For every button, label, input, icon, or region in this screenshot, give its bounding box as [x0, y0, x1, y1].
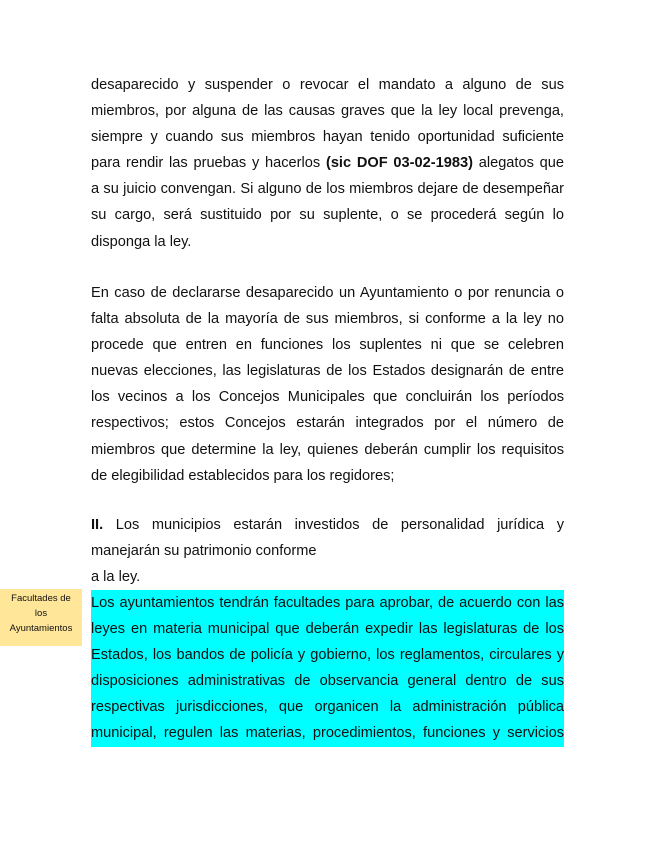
text-line: manejarán su patrimonio conforme: [91, 543, 317, 560]
text-line: En caso de declararse desaparecido un Ayuntamiento o por renuncia o: [91, 285, 564, 301]
text-line: disponga la ley.: [91, 233, 192, 250]
text-line: falta absoluta de la mayoría de sus miembros, si conforme a la ley no: [91, 311, 564, 328]
highlight: Los ayuntamientos tendrán facultades para aprobar, de acuerdo con las: [91, 590, 564, 616]
highlight: disposiciones administrativas de observancia general dentro de sus: [91, 668, 564, 694]
highlighted-line: [91, 668, 564, 694]
highlighted-line: [91, 642, 564, 668]
text-fragment: Los municipios estarán investidos de personalidad jurídica y: [103, 517, 564, 533]
text-line: [91, 150, 564, 176]
text-line: miembros que determine la ley, quienes deberán cumplir los requisitos: [91, 441, 564, 458]
text-line: a la ley.: [91, 569, 141, 586]
highlighted-line: [91, 616, 564, 642]
paragraph-highlighted: [91, 590, 564, 747]
highlight: leyes en materia municipal que deberán expedir las legislaturas de los: [91, 616, 564, 642]
paragraph-concejos: [91, 280, 564, 489]
text-line: su cargo, será sustituido por su suplente, o se procederá según lo: [91, 207, 564, 224]
margin-note-line: los: [34, 608, 48, 619]
text-line: a su juicio convengan. Si alguno de los miembros dejare de desempeñar: [91, 181, 564, 198]
highlight: Estados, los bandos de policía y gobierno, los reglamentos, circulares y: [91, 642, 564, 668]
section-number: II.: [91, 517, 104, 533]
highlighted-line: [91, 694, 564, 720]
highlight: respectivas jurisdicciones, que organicen la administración pública: [91, 694, 564, 720]
margin-note: [0, 589, 82, 646]
text-fragment: para rendir las pruebas y hacerlos: [91, 155, 326, 172]
highlighted-line: [91, 720, 564, 746]
text-line: respectivos; estos Concejos estarán integrados por el número de: [91, 415, 564, 432]
text-line: nuevas elecciones, las legislaturas de los Estados designarán de entre: [91, 363, 564, 380]
highlight: municipal, regulen las materias, procedimientos, funciones y servicios: [91, 720, 564, 746]
highlighted-line: [91, 590, 564, 616]
text-line: los vecinos a los Concejos Municipales que concluirán los períodos: [91, 389, 564, 406]
text-fragment: alegatos que: [472, 155, 565, 172]
text-line: desaparecido y suspender o revocar el mandato a alguno de sus: [91, 77, 564, 93]
text-line: de elegibilidad establecidos para los regidores;: [91, 467, 395, 484]
text-line: miembros, por alguna de las causas graves que la ley local prevenga,: [91, 103, 564, 120]
paragraph-section-ii: [91, 512, 564, 590]
paragraph-mandate: [91, 72, 564, 255]
text-line: [91, 512, 564, 538]
margin-note-line: Facultades de: [11, 593, 71, 604]
text-line: siempre y cuando sus miembros hayan tenido oportunidad suficiente: [91, 129, 564, 146]
text-line: procede que entren en funciones los suplentes ni que se celebren: [91, 337, 564, 354]
bold-citation: (sic DOF 03-02-1983): [325, 155, 473, 172]
margin-note-line: Ayuntamientos: [9, 623, 73, 634]
